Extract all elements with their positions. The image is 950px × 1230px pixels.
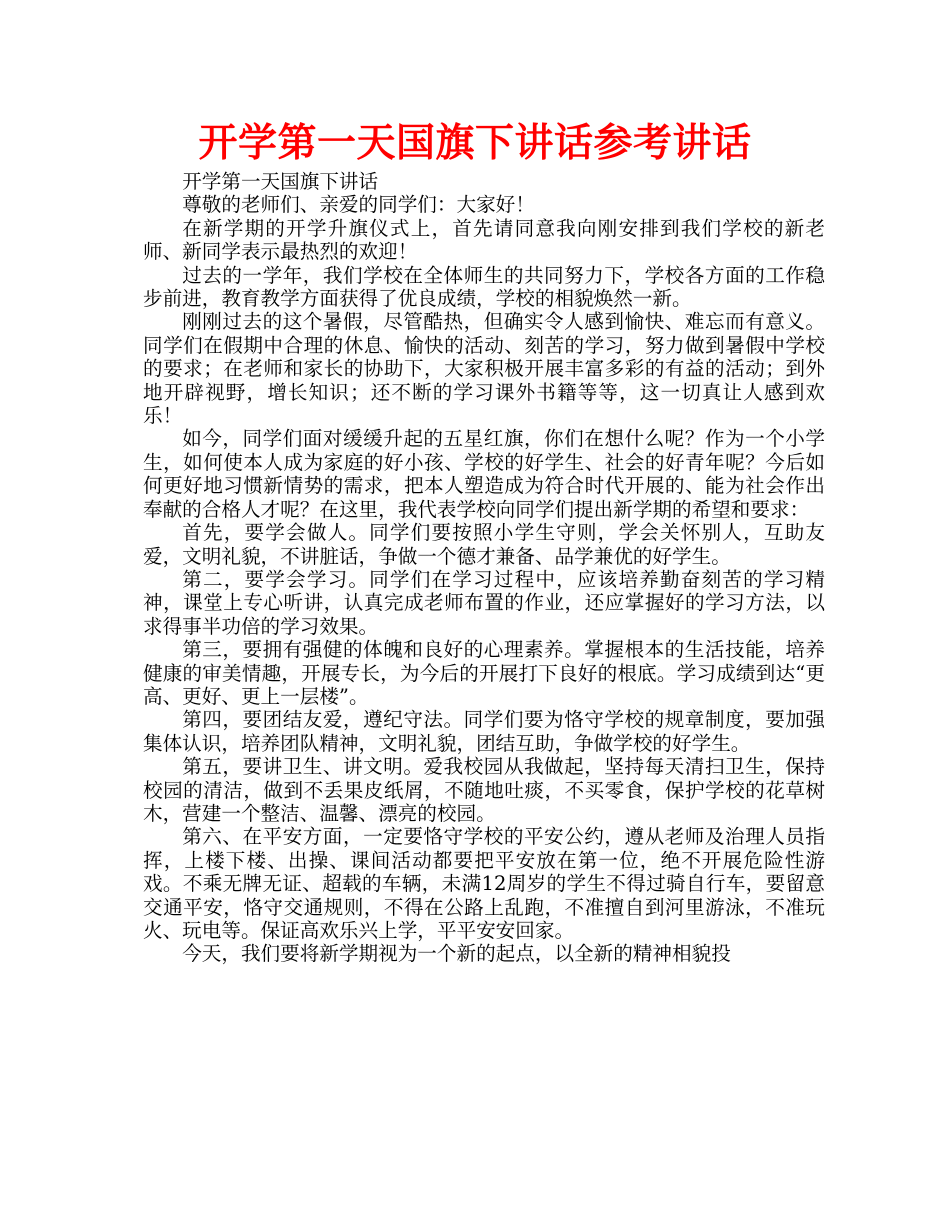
paragraph: 第三，要拥有强健的体魄和良好的心理素养。掌握根本的生活技能，培养健康的审美情趣，开展专长，为今后的开展打下良好的根底。学习成绩到达“更高、更好、更上一层楼”。 [143, 638, 825, 708]
paragraph: 第六、在平安方面，一定要恪守学校的平安公约，遵从老师及治理人员指挥，上楼下楼、出操、课间活动都要把平安放在第一位，绝不开展危险性游戏。不乘无牌无证、超载的车辆，未满12周岁的学生不得过骑自行车，要留意交通平安，恪守交通规则，不得在公路上乱跑，不准擅自到河里游泳，不准玩火、玩电等。保证高欢乐兴上学，平平安安回家。 [143, 825, 825, 942]
paragraph: 刚刚过去的这个暑假，尽管酷热，但确实令人感到愉快、难忘而有意义。同学们在假期中合理的休息、愉快的活动、刻苦的学习，努力做到暑假中学校的要求；在老师和家长的协助下，大家积极开展丰富多彩的有益的活动；到外地开辟视野，增长知识；还不断的学习课外书籍等等，这一切真让人感到欢乐！ [143, 310, 825, 428]
document-body [143, 170, 825, 966]
paragraph: 开学第一天国旗下讲话 [182, 170, 379, 193]
paragraph: 第五，要讲卫生、讲文明。爱我校园从我做起，坚持每天清扫卫生，保持校园的清洁，做到不丢果皮纸屑，不随地吐痰，不买零食，保护学校的花草树木，营建一个整洁、温馨、漂亮的校园。 [143, 755, 825, 825]
page-title: 开学第一天国旗下讲话参考讲话 [198, 121, 752, 166]
paragraph: 第二，要学会学习。同学们在学习过程中，应该培养勤奋刻苦的学习精神，课堂上专心听讲，认真完成老师布置的作业，还应掌握好的学习方法，以求得事半功倍的学习效果。 [143, 567, 825, 638]
paragraph: 尊敬的老师们、亲爱的同学们：大家好！ [182, 193, 535, 217]
paragraph: 今天，我们要将新学期视为一个新的起点，以全新的精神相貌投 [182, 942, 731, 966]
paragraph: 首先，要学会做人。同学们要按照小学生守则，学会关怀别人，互助友爱，文明礼貌，不讲脏话，争做一个德才兼备、品学兼优的好学生。 [143, 521, 825, 568]
paragraph: 如今，同学们面对缓缓升起的五星红旗，你们在想什么呢？作为一个小学生，如何使本人成为家庭的好小孩、学校的好学生、社会的好青年呢？今后如何更好地习惯新情势的需求，把本人塑造成为符合时代开展的、能为社会作出奉献的合格人才呢？在这里，我代表学校向同学们提出新学期的希望和要求： [143, 427, 825, 521]
paragraph: 过去的一学年，我们学校在全体师生的共同努力下，学校各方面的工作稳步前进，教育教学方面获得了优良成绩，学校的相貌焕然一新。 [143, 263, 825, 311]
paragraph: 第四，要团结友爱，遵纪守法。同学们要为恪守学校的规章制度，要加强集体认识，培养团队精神，文明礼貌，团结互助，争做学校的好学生。 [143, 708, 825, 755]
paragraph: 在新学期的开学升旗仪式上，首先请同意我向刚安排到我们学校的新老师、新同学表示最热烈的欢迎！ [143, 216, 825, 264]
